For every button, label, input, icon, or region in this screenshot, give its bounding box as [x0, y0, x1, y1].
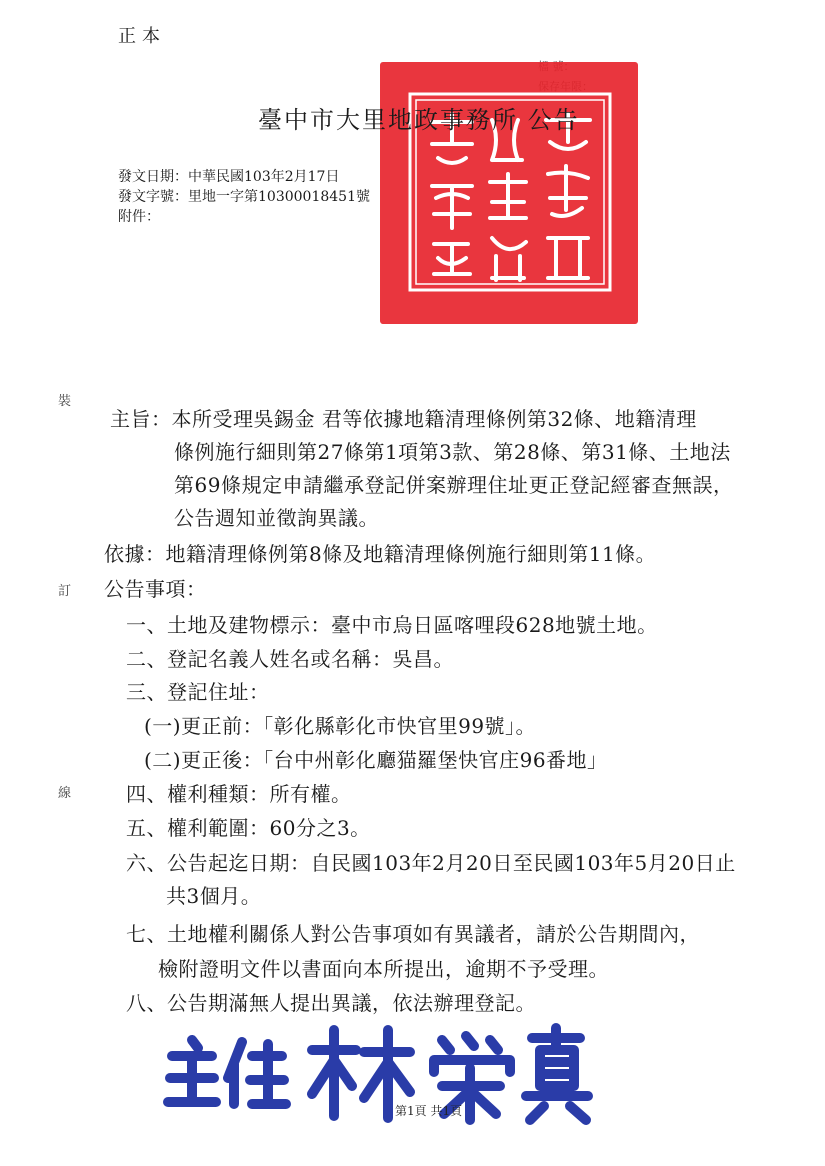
item-4-right-type: 四、權利種類：所有權。 [126, 782, 352, 806]
subject-line-4: 公告週知並徵詢異議。 [174, 506, 379, 530]
item-8-registration: 八、公告期滿無人提出異議，依法辦理登記。 [126, 991, 536, 1015]
item-7-objection-notice: 七、土地權利關係人對公告事項如有異議者，請於公告期間內， [126, 922, 700, 946]
binding-mark-ding: 訂 [58, 584, 72, 599]
subject-line-3: 第69條規定申請繼承登記併案辦理住址更正登記經審查無誤， [174, 473, 734, 497]
director-signature [160, 1020, 600, 1130]
document-reference-number: 發文字號：里地一字第10300018451號 [118, 189, 370, 205]
original-copy-mark: 正本 [118, 26, 166, 47]
subject-line-2: 條例施行細則第27條第1項第3款、第28條、第31條、土地法 [174, 440, 731, 464]
item-6-notice-period: 六、公告起迄日期：自民國103年2月20日至民國103年5月20日止 [126, 851, 736, 875]
issue-date: 發文日期：中華民國103年2月17日 [118, 169, 340, 185]
item-5-right-share: 五、權利範圍：60分之3。 [126, 816, 371, 840]
notice-title: 臺中市大里地政事務所 公告 [258, 106, 580, 134]
attachment-label: 附件： [118, 209, 160, 225]
binding-mark-zhuang: 裝 [58, 394, 72, 409]
item-7-objection-instructions: 檢附證明文件以書面向本所提出，逾期不予受理。 [158, 957, 609, 981]
item-3-registered-address: 三、登記住址： [126, 680, 270, 704]
item-3a-address-before: (一)更正前：「彰化縣彰化市快官里99號」。 [144, 714, 537, 738]
item-6-duration: 共3個月。 [166, 884, 262, 908]
basis-line: 依據：地籍清理條例第8條及地籍清理條例施行細則第11條。 [104, 542, 657, 566]
items-heading: 公告事項： [104, 577, 207, 601]
binding-mark-xian: 線 [58, 786, 72, 801]
item-3b-address-after: (二)更正後：「台中州彰化廳猫羅堡快官庄96番地」 [144, 748, 608, 772]
item-2-registered-name: 二、登記名義人姓名或名稱：吳昌。 [126, 647, 454, 671]
subject-line-1: 主旨：本所受理吳錫金 君等依據地籍清理條例第32條、地籍清理 [110, 407, 697, 431]
page-number: 第1頁 共1頁 [395, 1104, 463, 1118]
item-1-land-description: 一、土地及建物標示：臺中市烏日區喀哩段628地號土地。 [126, 613, 658, 637]
